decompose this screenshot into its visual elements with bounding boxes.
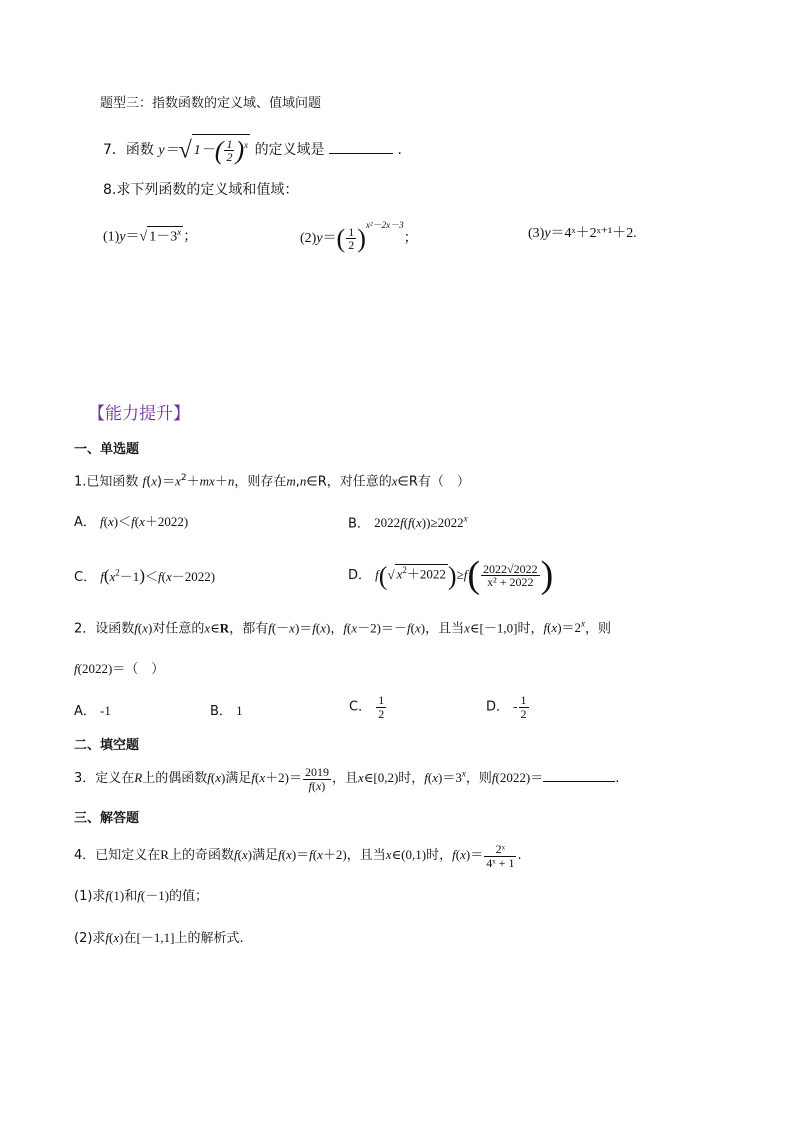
q8-sub3-expression: 4ˣ＋2ˣ⁺¹＋2.: [564, 226, 637, 241]
q8-sub1: (1)y＝√ $1-3^x$ ；: [103, 227, 198, 245]
q2-stem-c: ，都有: [229, 621, 269, 637]
q2-option-b[interactable]: [210, 703, 243, 720]
single-choice-heading: 一、单选题: [74, 442, 140, 457]
q1-stem-c: ，对任意的: [326, 474, 392, 490]
q1-option-a[interactable]: A． f(x)＜f(x＋2022): [74, 514, 189, 530]
section-heading-exponential: 题型三：指数函数的定义域、值域问题: [100, 96, 322, 111]
q2-stem-e: ，且当: [425, 621, 465, 637]
q4-stem-b: 上的奇函数: [168, 848, 234, 864]
q1-stem-a: 1.已知函数: [74, 474, 139, 490]
q2-line2-tail: ＝（ ）: [112, 662, 165, 677]
q1-stem-d: 有（ ）: [417, 474, 470, 490]
q3-answer-blank: [543, 767, 615, 782]
q1-option-d[interactable]: D． f(√ $x^2+2022)\ge f$( $\frac{2022√2022}{\text{x² + 2022}}$ ): [348, 554, 554, 596]
q4-p1-b: 和: [124, 889, 138, 904]
q1-d-frac-den: x² + 2022: [481, 575, 540, 589]
q8-sub2-label: (2): [300, 231, 317, 246]
q2-stem-g: ，则: [585, 621, 612, 637]
q7-answer-blank: [329, 139, 393, 154]
q2-option-c[interactable]: [349, 694, 387, 720]
q2-option-b-label: B．: [210, 704, 232, 719]
q1-option-b-label: B．: [348, 516, 370, 532]
q3-stem-d: ，且: [331, 771, 358, 787]
q4-p1-a: (1)求: [74, 889, 106, 904]
q2-option-a-value: -1: [100, 703, 111, 718]
q8-sub1-label: (1): [103, 229, 120, 245]
q2-option-d-num: 1: [520, 693, 527, 707]
question-8: 8.求下列函数的定义域和值域：: [103, 182, 299, 198]
q3-frac-num: 2019: [304, 765, 329, 779]
q8-sub3: (3)y＝4ˣ＋2ˣ⁺¹＋2.: [528, 226, 637, 241]
q2-option-d-den: 2: [520, 706, 527, 721]
q2-option-d-sign: -: [513, 698, 518, 714]
q2-line2: f(2022)＝（ ）: [74, 661, 165, 677]
q7-tail: 的定义域是: [254, 141, 325, 158]
question-2: 2．设函数f(x)对任意的x∈R，都有f(－x)＝f(x)，f(x－2)＝－f(x)，且当x∈[－1,0]时，$f(x)=2^x$，则: [74, 619, 612, 637]
fill-in-heading: 二、填空题: [74, 738, 140, 753]
q2-option-c-den: 2: [378, 706, 385, 721]
solution-heading: 三、解答题: [74, 811, 140, 826]
q4-frac-den: 4ˣ + 1: [486, 855, 515, 870]
q2-option-d[interactable]: [486, 694, 530, 720]
ability-section-title: 【能力提升】: [88, 404, 190, 424]
q4-end: .: [517, 848, 522, 864]
q1-option-b[interactable]: B． $2022f(f(x))\ge 2022^x$: [348, 514, 468, 532]
q1-option-d-label: D．: [348, 567, 372, 583]
q4-p1-c: 的值；: [169, 889, 209, 904]
q1-d-frac-num: 2022√2022: [482, 561, 538, 576]
q3-stem-a: 3．定义在: [74, 771, 135, 787]
q4-p2-b: 在: [123, 931, 137, 946]
q2-option-d-label: D．: [486, 699, 510, 715]
q3-stem-c: 满足: [225, 771, 252, 787]
q4-stem-a: 4．已知定义在: [74, 848, 161, 864]
q4-p2-a: (2)求: [74, 931, 106, 946]
q8-sub3-label: (3): [528, 226, 545, 241]
question-7: [103, 134, 402, 166]
question-3: 3．定义在R上的偶函数f(x)满足f(x＋2)＝ $\frac{2019}{f(x)}$ ，且x∈[0,2)时，$f(x)=3^x$，则f(2022)＝ .: [74, 765, 620, 793]
q4-stem-e: 时，: [426, 848, 453, 864]
q2-option-c-num: 1: [378, 693, 385, 707]
q4-p2-c: 上的解析式.: [174, 931, 244, 946]
question-4: 4．已知定义在R上的奇函数f(x)满足f(x)＝f(x＋2)，且当x∈(0,1)时，f(x)＝ $\frac{\text{2ˣ}}{\text{4ˣ + 1}}$ .: [74, 842, 522, 870]
q4-part-1: (1)求f(1)和f(－1)的值；: [74, 888, 209, 904]
q2-stem-d: ，: [330, 621, 344, 637]
q1-stem-b: ，则存在: [234, 474, 287, 490]
q3-stem-e: 时，: [398, 771, 425, 787]
q7-formula: y＝√ 1－( $\frac{1}{2}$ )$^x$: [158, 136, 249, 165]
q2-option-b-value: 1: [236, 703, 243, 718]
q3-stem-b: 上的偶函数: [142, 771, 208, 787]
q2-stem-f: 时，: [517, 621, 544, 637]
q4-part-2: (2)求f(x)在[－1,1]上的解析式.: [74, 930, 244, 946]
q4-frac-num: 2ˣ: [495, 842, 506, 856]
q4-stem-c: 满足: [252, 848, 279, 864]
q2-option-c-label: C．: [349, 699, 372, 715]
q7-label: 7．函数: [103, 141, 154, 158]
q1-option-c-label: C．: [74, 570, 97, 585]
q4-stem-d: ，且当: [346, 848, 386, 864]
q2-stem-b: 对任意的: [152, 621, 205, 637]
q2-option-a[interactable]: [74, 703, 111, 720]
q7-end: .: [397, 141, 402, 158]
q2-stem-a: 2．设函数: [74, 621, 135, 637]
q8-sub2: (2)y＝( $\frac{1}{2}$ )$^{x^2-2x-3}$；: [300, 220, 418, 254]
question-1: 1.已知函数 $f(x)=x^2+mx+n$，则存在m,n∈R，对任意的x∈R有（ ）: [74, 473, 470, 490]
q3-end: .: [615, 771, 620, 787]
q3-stem-f: ，则: [465, 771, 492, 787]
q1-option-c[interactable]: C． $f(x^2-1)<f(x-2022)$: [74, 566, 216, 585]
q2-option-a-label: A．: [74, 704, 96, 719]
q1-option-a-label: A．: [74, 515, 96, 530]
